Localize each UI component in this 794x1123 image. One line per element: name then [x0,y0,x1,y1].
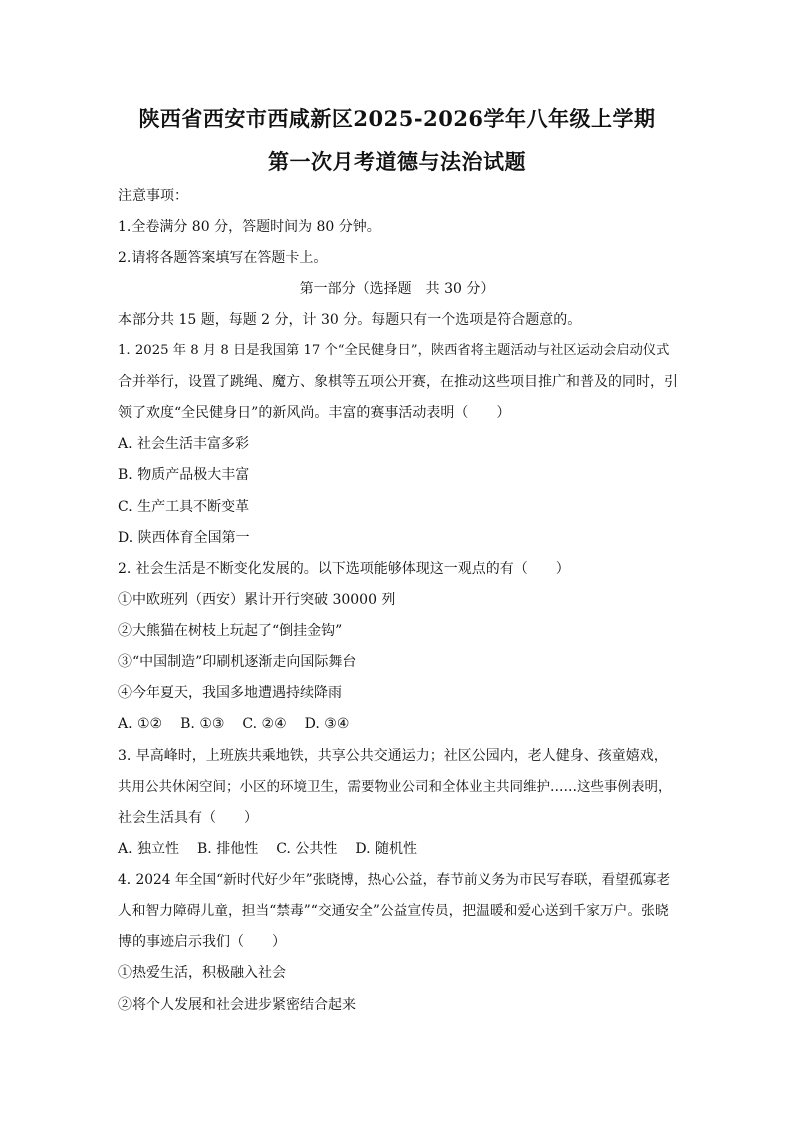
question-1-option-b: B. 物质产品极大丰富 [118,467,250,483]
question-3-option-b: B. 排他性 [197,841,259,857]
note-item: 2.请将各题答案填写在答题卡上。 [118,250,328,266]
question-4-item: ①热爱生活，积极融入社会 [118,965,286,981]
question-3-stem: 共用公共休闲空间；小区的环境卫生，需要物业公司和全体业主共同维护……这些事例表明， [118,779,672,795]
question-3-options [118,841,678,857]
question-2-item: ②大熊猫在树枝上玩起了“倒挂金钩” [118,623,343,639]
question-2-stem: 2. 社会生活是不断变化发展的。以下选项能够体现这一观点的有（ ） [118,561,570,577]
question-3-option-a: A. 独立性 [118,841,180,857]
question-2-option-d: D. ③④ [304,716,350,732]
question-2-item: ③“中国制造”印刷机逐渐走向国际舞台 [118,654,357,670]
question-2-option-a: A. ①② [118,716,163,732]
exam-title-line2: 第一次月考道德与法治试题 [268,149,526,174]
question-1-option-c: C. 生产工具不断变革 [118,499,250,515]
question-4-stem: 博的事迹启示我们（ ） [118,934,286,950]
question-3-option-d: D. 随机性 [355,841,417,857]
section-title: 第一部分（选择题 共 30 分） [299,281,495,297]
question-1-stem: 领了欢度“全民健身日”的新风尚。丰富的赛事活动表明（ ） [118,405,511,421]
question-1-stem: 1. 2025 年 8 月 8 日是我国第 17 个“全民健身日”，陕西省将主题活动与社区运动会启动仪式 [118,343,670,358]
section-instruction: 本部分共 15 题，每题 2 分，计 30 分。每题只有一个选项是符合题意的。 [118,312,582,328]
question-4-stem: 4. 2024 年全国“新时代好少年”张晓博，热心公益，春节前义务为市民写春联，看望孤寡老 [118,872,671,888]
question-2-options [118,716,678,732]
question-3-option-c: C. 公共性 [276,841,338,857]
question-2-option-c: C. ②④ [242,716,287,732]
question-1-option-d: D. 陕西体育全国第一 [118,530,250,546]
notes-heading: 注意事项： [118,188,188,204]
question-4-item: ②将个人发展和社会进步紧密结合起来 [118,997,356,1013]
question-3-stem: 3. 早高峰时，上班族共乘地铁，共享公共交通运力；社区公园内，老人健身、孩童嬉戏， [118,748,668,764]
question-2-item: ①中欧班列（西安）累计开行突破 30000 列 [118,592,396,608]
exam-title-line1: 陕西省西安市西咸新区2025-2026学年八年级上学期 [138,106,656,131]
note-item: 1.全卷满分 80 分，答题时间为 80 分钟。 [118,219,381,235]
question-4-stem: 人和智力障碍儿童，担当“禁毒”“交通安全”公益宣传员，把温暖和爱心送到千家万户。张晓 [118,903,669,919]
question-1-stem: 合并举行，设置了跳绳、魔方、象棋等五项公开赛，在推动这些项目推广和普及的同时，引 [118,374,678,390]
question-3-stem: 社会生活具有（ ） [118,810,258,826]
question-2-item: ④今年夏天，我国多地遭遇持续降雨 [118,685,342,701]
question-1-option-a: A. 社会生活丰富多彩 [118,436,250,452]
question-2-option-b: B. ①③ [180,716,225,732]
